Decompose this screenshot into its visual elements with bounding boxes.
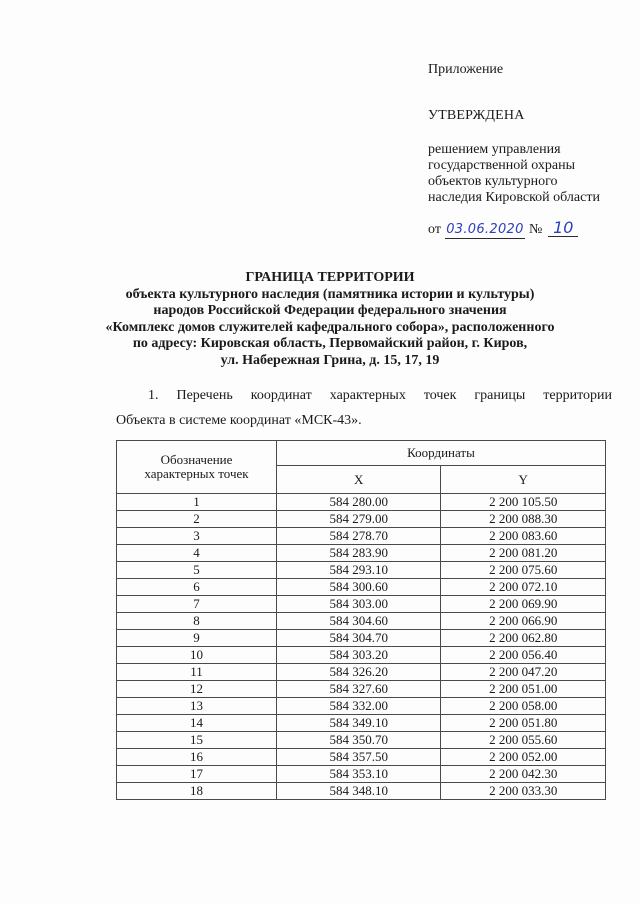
title-line-4: «Комплекс домов служителей кафедрального собора», расположенного — [105, 319, 555, 335]
y-coordinate-cell: 2 200 062.80 — [441, 630, 606, 647]
x-coordinate-cell: 584 280.00 — [276, 494, 441, 511]
title-line-6: ул. Набережная Грина, д. 15, 17, 19 — [220, 352, 440, 368]
title-line-3: народов Российской Федерации федерального значения — [153, 303, 507, 318]
point-number-cell: 3 — [117, 528, 277, 545]
table-row — [117, 681, 606, 698]
y-coordinate-cell: 2 200 051.80 — [441, 715, 606, 732]
table-row — [117, 545, 606, 562]
y-coordinate-cell: 2 200 058.00 — [441, 698, 606, 715]
y-coordinate-cell: 2 200 083.60 — [441, 528, 606, 545]
title-line-5: по адресу: Кировская область, Первомайский район, г. Киров, — [132, 336, 528, 351]
table-row — [117, 766, 606, 783]
y-coordinate-cell: 2 200 033.30 — [441, 783, 606, 800]
table-row — [117, 613, 606, 630]
point-number-cell: 14 — [117, 715, 277, 732]
approved-label: УТВЕРЖДЕНА — [428, 108, 525, 123]
handwritten-number: 10 — [548, 220, 578, 237]
x-coordinate-cell: 584 304.60 — [276, 613, 441, 630]
x-coordinate-cell: 584 303.20 — [276, 647, 441, 664]
point-number-cell: 12 — [117, 681, 277, 698]
point-number-cell: 10 — [117, 647, 277, 664]
y-coordinate-cell: 2 200 042.30 — [441, 766, 606, 783]
point-number-cell: 9 — [117, 630, 277, 647]
table-row — [117, 562, 606, 579]
y-coordinate-cell: 2 200 055.60 — [441, 732, 606, 749]
x-coordinate-cell: 584 353.10 — [276, 766, 441, 783]
point-number-cell: 15 — [117, 732, 277, 749]
point-number-cell: 18 — [117, 783, 277, 800]
appendix-label: Приложение — [428, 62, 504, 77]
y-coordinate-cell: 2 200 088.30 — [441, 511, 606, 528]
table-row — [117, 698, 606, 715]
x-coordinate-cell: 584 350.70 — [276, 732, 441, 749]
y-coordinate-cell: 2 200 047.20 — [441, 664, 606, 681]
x-coordinate-cell: 584 332.00 — [276, 698, 441, 715]
y-coordinate-cell: 2 200 105.50 — [441, 494, 606, 511]
table-row — [117, 596, 606, 613]
x-coordinate-cell: 584 278.70 — [276, 528, 441, 545]
point-number-cell: 11 — [117, 664, 277, 681]
x-coordinate-cell: 584 357.50 — [276, 749, 441, 766]
point-number-cell: 8 — [117, 613, 277, 630]
point-number-cell: 5 — [117, 562, 277, 579]
x-coordinate-cell: 584 326.20 — [276, 664, 441, 681]
header-designation: Обозначение характерных точек — [117, 441, 277, 494]
y-coordinate-cell: 2 200 052.00 — [441, 749, 606, 766]
y-coordinate-cell: 2 200 051.00 — [441, 681, 606, 698]
table-row — [117, 579, 606, 596]
x-coordinate-cell: 584 300.60 — [276, 579, 441, 596]
y-coordinate-cell: 2 200 066.90 — [441, 613, 606, 630]
point-number-cell: 7 — [117, 596, 277, 613]
table-row — [117, 528, 606, 545]
x-coordinate-cell: 584 327.60 — [276, 681, 441, 698]
title-line-1: ГРАНИЦА ТЕРРИТОРИИ — [245, 270, 415, 285]
table-row — [117, 511, 606, 528]
x-coordinate-cell: 584 293.10 — [276, 562, 441, 579]
table-row — [117, 664, 606, 681]
table-row — [117, 783, 606, 800]
approval-stamp-block — [428, 62, 628, 239]
point-number-cell: 17 — [117, 766, 277, 783]
x-coordinate-cell: 584 279.00 — [276, 511, 441, 528]
x-coordinate-cell: 584 304.70 — [276, 630, 441, 647]
x-coordinate-cell: 584 303.00 — [276, 596, 441, 613]
table-row — [117, 630, 606, 647]
handwritten-date: 03.06.2020 — [446, 222, 524, 237]
y-coordinate-cell: 2 200 072.10 — [441, 579, 606, 596]
y-coordinate-cell: 2 200 081.20 — [441, 545, 606, 562]
y-coordinate-cell: 2 200 075.60 — [441, 562, 606, 579]
header-x: X — [276, 466, 441, 494]
point-number-cell: 4 — [117, 545, 277, 562]
decision-text: решением управления государственной охраны объектов культурного наследия Кировской области — [428, 142, 600, 205]
x-coordinate-cell: 584 283.90 — [276, 545, 441, 562]
date-prefix: от — [428, 222, 441, 237]
point-number-cell: 13 — [117, 698, 277, 715]
header-y: Y — [441, 466, 606, 494]
x-coordinate-cell: 584 348.10 — [276, 783, 441, 800]
number-sign: № — [528, 222, 543, 237]
table-row — [117, 732, 606, 749]
point-number-cell: 1 — [117, 494, 277, 511]
point-number-cell: 2 — [117, 511, 277, 528]
paragraph-line-2: Объекта в системе координат «МСК-43». — [116, 413, 362, 428]
table-row — [117, 494, 606, 511]
point-number-cell: 6 — [117, 579, 277, 596]
point-number-cell: 16 — [117, 749, 277, 766]
y-coordinate-cell: 2 200 069.90 — [441, 596, 606, 613]
header-coordinates: Координаты — [276, 441, 605, 466]
x-coordinate-cell: 584 349.10 — [276, 715, 441, 732]
paragraph-line-1: 1. Перечень координат характерных точек границы территории — [148, 388, 612, 403]
table-row — [117, 749, 606, 766]
document-title — [60, 270, 600, 369]
coordinates-body — [117, 494, 606, 800]
date-number-line — [428, 220, 628, 239]
table-row — [117, 647, 606, 664]
title-line-2: объекта культурного наследия (памятника истории и культуры) — [125, 286, 535, 302]
y-coordinate-cell: 2 200 056.40 — [441, 647, 606, 664]
table-row — [117, 715, 606, 732]
coordinates-table — [116, 440, 606, 800]
